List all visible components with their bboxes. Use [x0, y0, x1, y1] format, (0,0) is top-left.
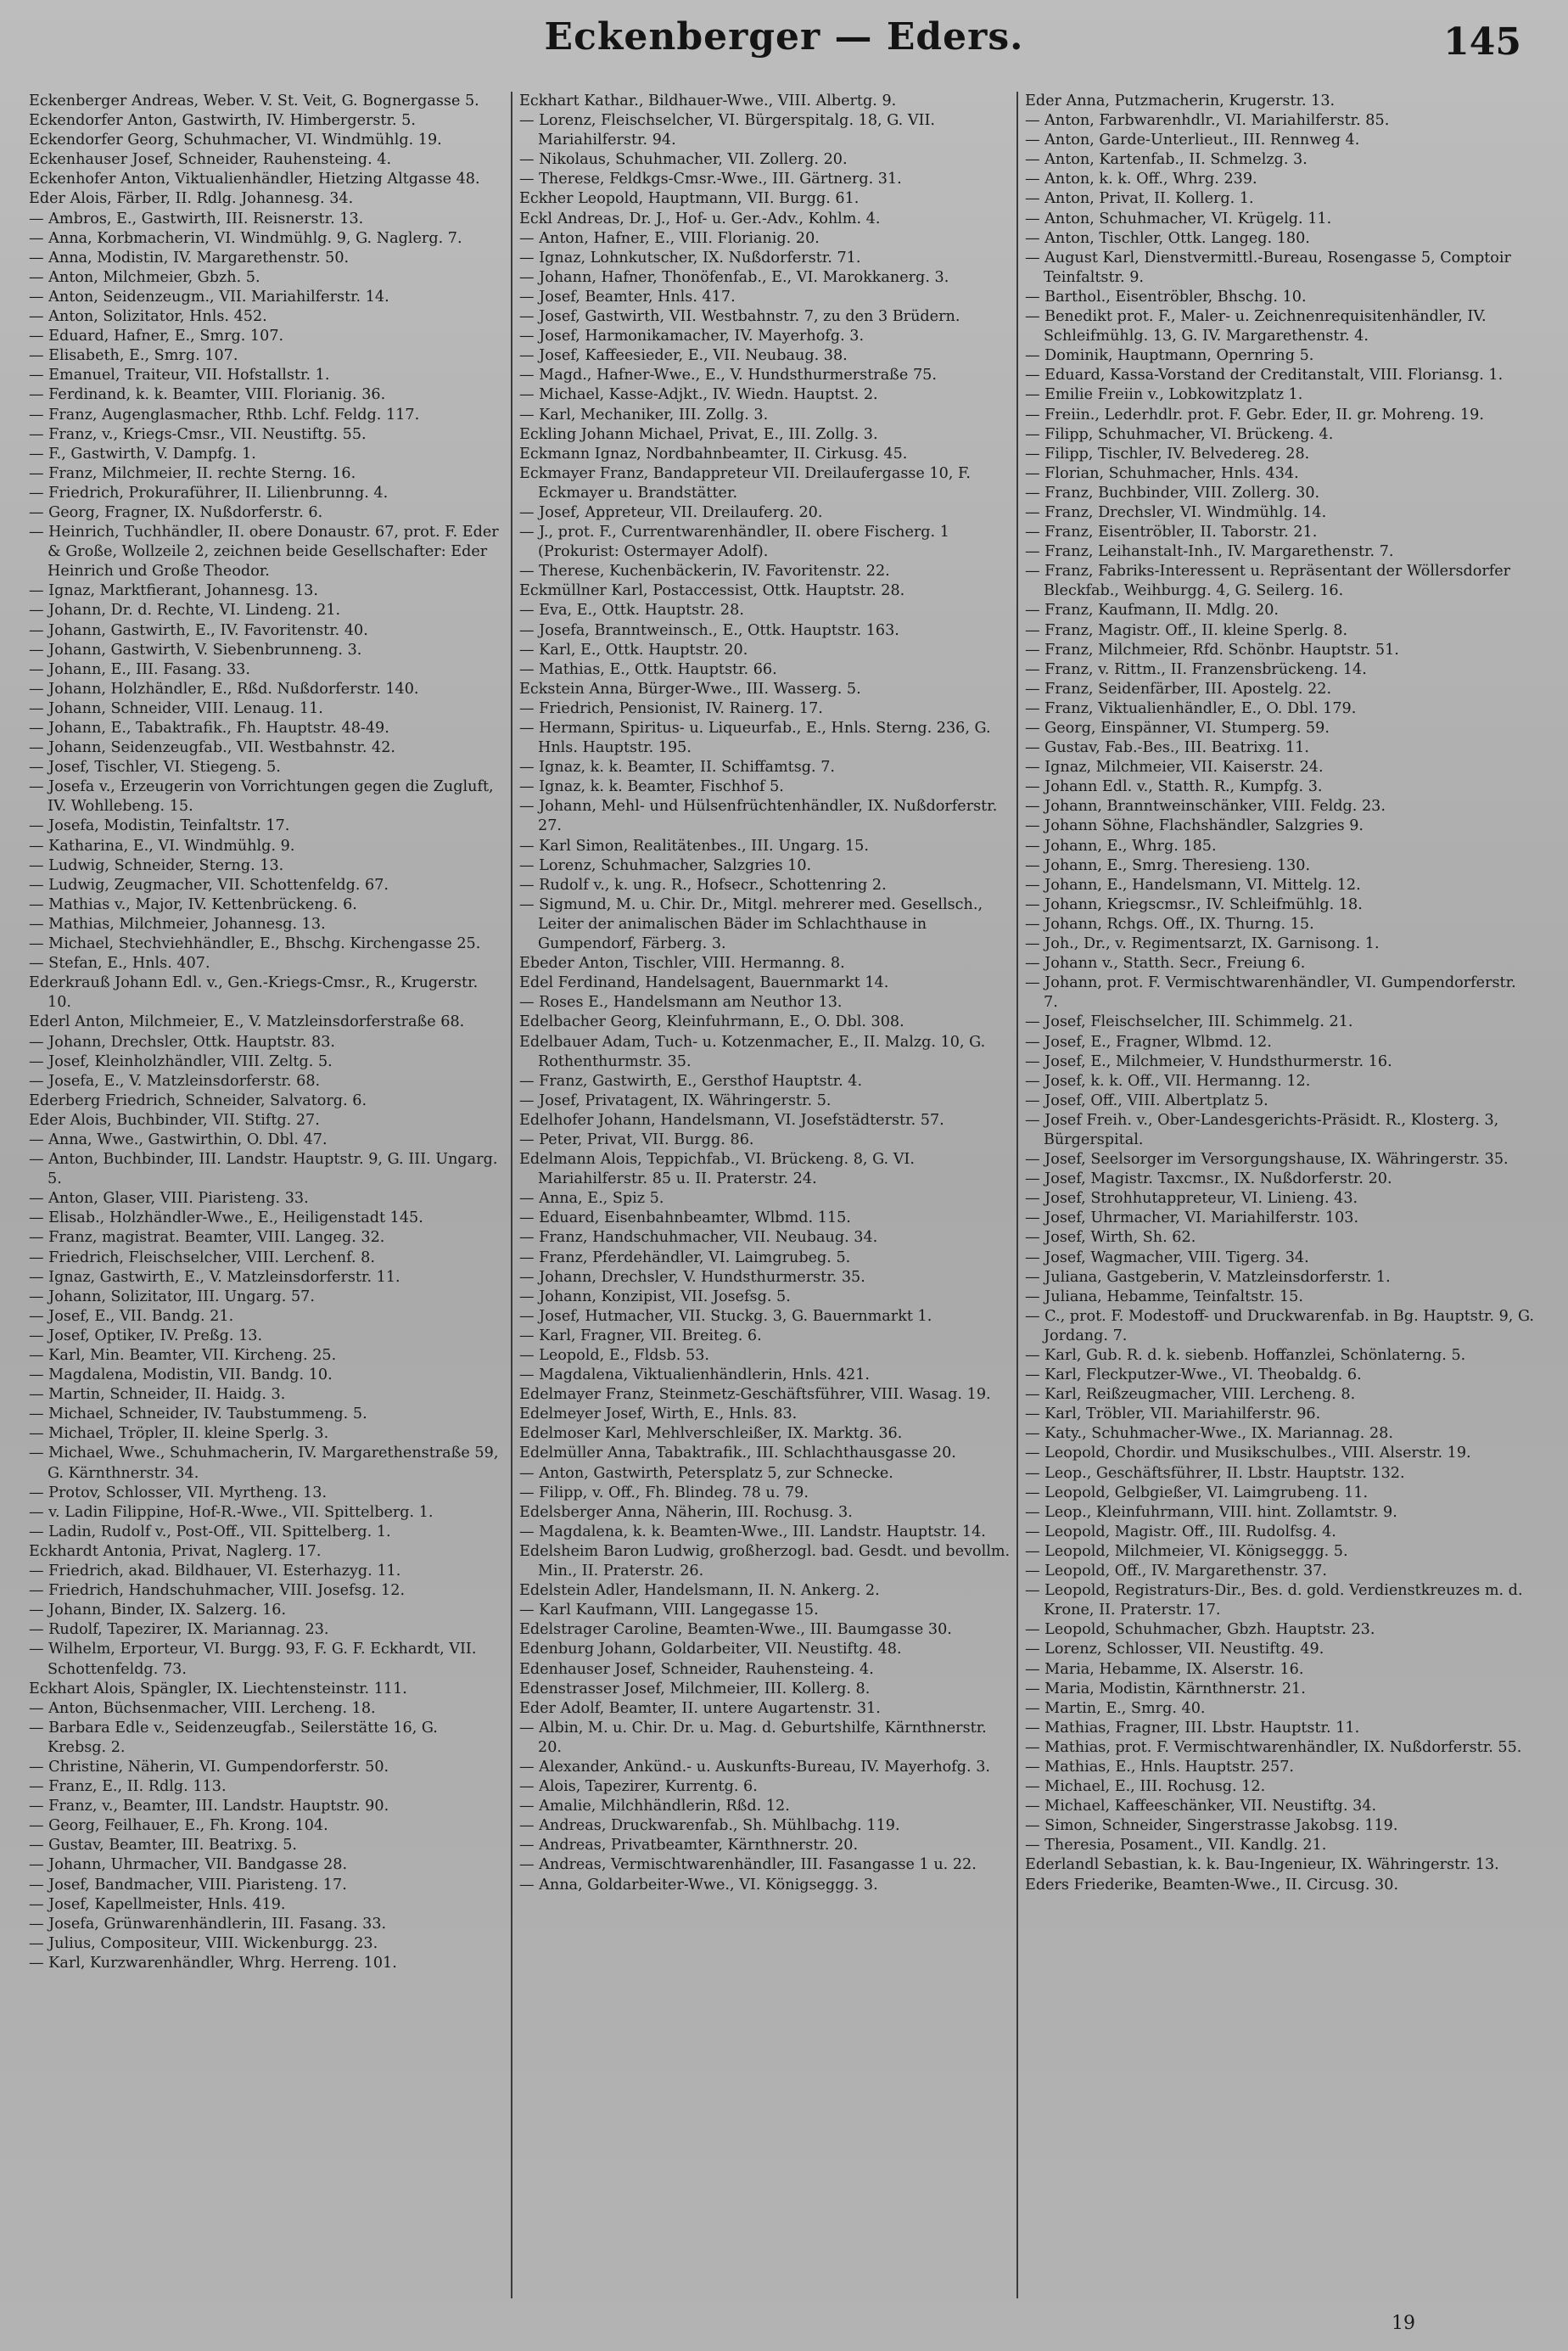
- directory-entry: — Ludwig, Schneider, Sterng. 13.: [29, 856, 284, 874]
- directory-entry: — Filipp, Tischler, IV. Belvedereg. 28.: [1025, 445, 1310, 463]
- directory-entry: — Leopold, Off., IV. Margarethenstr. 37.: [1025, 1563, 1328, 1580]
- directory-entry: — Ludwig, Zeugmacher, VII. Schottenfeldg. 67.: [29, 876, 389, 894]
- directory-entry: — Leopold, Schuhmacher, Gbzh. Hauptstr. 23.: [1025, 1621, 1375, 1639]
- directory-entry: Edelhofer Johann, Handelsmann, VI. Josefstädterstr. 57.: [519, 1111, 944, 1129]
- directory-entry: Eckenhofer Anton, Viktualienhändler, Hietzing Altgasse 48.: [29, 171, 480, 188]
- column-right: [1016, 92, 1534, 2298]
- directory-entry: — Franz, Augenglasmacher, Rthb. Lchf. Feldg. 117.: [29, 406, 420, 424]
- directory-entry: — Therese, Feldkgs-Cmsr.-Wwe., III. Gärtnerg. 31.: [519, 171, 902, 188]
- directory-entry: — Martin, E., Smrg. 40.: [1025, 1699, 1206, 1717]
- directory-entry: Eckendorfer Georg, Schuhmacher, VI. Windmühlg. 19.: [29, 132, 442, 149]
- directory-entry: — F., Gastwirth, V. Dampfg. 1.: [29, 445, 256, 463]
- directory-entry: — Josef, Uhrmacher, VI. Mariahilferstr. 103.: [1025, 1209, 1359, 1227]
- directory-entry: — Karl, Min. Beamter, VII. Kircheng. 25.: [29, 1347, 337, 1364]
- directory-entry: — Johann, Branntweinschänker, VIII. Feldg. 23.: [1025, 798, 1386, 816]
- directory-entry: — Gustav, Fab.-Bes., III. Beatrixg. 11.: [1025, 739, 1309, 757]
- directory-entry: — Johann, Konzipist, VII. Josefsg. 5.: [519, 1288, 791, 1305]
- directory-entry: — Johann v., Statth. Secr., Freiung 6.: [1025, 955, 1306, 973]
- directory-entry: — Eduard, Kassa-Vorstand der Creditanstalt, VIII. Floriansg. 1.: [1025, 367, 1504, 384]
- directory-entry: Edelmeyer Josef, Wirth, E., Hnls. 83.: [519, 1406, 798, 1423]
- directory-entry: — Friedrich, Prokuraführer, II. Lilienbrunng. 4.: [29, 484, 389, 502]
- directory-entry: — Protov, Schlosser, VII. Myrtheng. 13.: [29, 1484, 328, 1501]
- directory-entry: — Anton, Buchbinder, III. Landstr. Hauptstr. 9, G. III. Ungarg. 5.: [29, 1151, 498, 1188]
- directory-entry: Ederlandl Sebastian, k. k. Bau-Ingenieur, IX. Währingerstr. 13.: [1025, 1856, 1499, 1874]
- directory-entry: — Lorenz, Fleischselcher, VI. Bürgerspitalg. 18, G. VII. Mariahilferstr. 94.: [519, 112, 936, 149]
- directory-entry: — Albin, M. u. Chir. Dr. u. Mag. d. Geburtshilfe, Kärnthnerstr. 20.: [519, 1719, 987, 1756]
- directory-entry: — Karl, E., Ottk. Hauptstr. 20.: [519, 641, 748, 659]
- directory-entry: — Friedrich, akad. Bildhauer, VI. Esterhazyg. 11.: [29, 1563, 401, 1580]
- directory-entry: — Georg, Einspänner, VI. Stumperg. 59.: [1025, 720, 1330, 737]
- directory-entry: — Hermann, Spiritus- u. Liqueurfab., E., Hnls. Sterng. 236, G. Hnls. Hauptstr. 195.: [519, 720, 991, 757]
- directory-entry: Edelbauer Adam, Tuch- u. Kotzenmacher, E., II. Malzg. 10, G. Rothenthurmstr. 35.: [519, 1033, 986, 1070]
- directory-entry: — Magdalena, Viktualienhändlerin, Hnls. 421.: [519, 1366, 871, 1384]
- page-header: [0, 15, 1568, 75]
- directory-entry: — Florian, Schuhmacher, Hnls. 434.: [1025, 464, 1299, 482]
- directory-entry: — Josef, Bandmacher, VIII. Piaristeng. 17.: [29, 1876, 347, 1894]
- directory-entry: — Eduard, Hafner, E., Smrg. 107.: [29, 328, 284, 345]
- directory-entry: Edelbacher Georg, Kleinfuhrmann, E., O. Dbl. 308.: [519, 1013, 904, 1031]
- directory-entry: Ederberg Friedrich, Schneider, Salvatorg. 6.: [29, 1091, 367, 1109]
- directory-entry: Eckmayer Franz, Bandappreteur VII. Dreilaufergasse 10, F. Eckmayer u. Brandstätter.: [519, 464, 972, 502]
- directory-entry: — Josef, Wagmacher, VIII. Tigerg. 34.: [1025, 1248, 1309, 1266]
- directory-entry: — Josefa, Modistin, Teinfaltstr. 17.: [29, 817, 290, 835]
- directory-entry: — Therese, Kuchenbäckerin, IV. Favoritenstr. 22.: [519, 563, 890, 581]
- directory-entry: — Freiin., Lederhdlr. prot. F. Gebr. Eder, II. gr. Mohreng. 19.: [1025, 406, 1484, 424]
- directory-entry: — Filipp, v. Off., Fh. Blindeg. 78 u. 79.: [519, 1484, 809, 1501]
- directory-entry: — Johann, Uhrmacher, VII. Bandgasse 28.: [29, 1856, 348, 1874]
- directory-entry: Edenstrasser Josef, Milchmeier, III. Kollerg. 8.: [519, 1680, 871, 1697]
- directory-entry: — Ignaz, Lohnkutscher, IX. Nußdorferstr. 71.: [519, 249, 861, 267]
- directory-entry: — Josef, Tischler, VI. Stiegeng. 5.: [29, 759, 281, 777]
- directory-entry: — Johann, Gastwirth, E., IV. Favoritenstr. 40.: [29, 621, 368, 639]
- directory-entry: — Eva, E., Ottk. Hauptstr. 28.: [519, 602, 744, 620]
- column-left: [29, 92, 500, 2298]
- directory-entry: — Leopold, E., Fldsb. 53.: [519, 1347, 709, 1364]
- directory-entry: — Michael, E., III. Rochusg. 12.: [1025, 1778, 1266, 1796]
- directory-entry: — Josef, Kleinholzhändler, VIII. Zeltg. 5.: [29, 1052, 333, 1070]
- directory-entry: — Josef, k. k. Off., VII. Hermanng. 12.: [1025, 1072, 1311, 1090]
- directory-entry: — Alois, Tapezirer, Kurrentg. 6.: [519, 1778, 758, 1796]
- directory-entry: — Ambros, E., Gastwirth, III. Reisnerstr. 13.: [29, 210, 364, 227]
- directory-entry: Eders Friederike, Beamten-Wwe., II. Circusg. 30.: [1025, 1876, 1399, 1894]
- directory-entry: — August Karl, Dienstvermittl.-Bureau, Rosengasse 5, Comptoir Teinfaltstr. 9.: [1025, 249, 1511, 286]
- directory-entry: — Ladin, Rudolf v., Post-Off., VII. Spittelberg. 1.: [29, 1523, 391, 1540]
- directory-entry: — Josef, Privatagent, IX. Währingerstr. 5.: [519, 1091, 832, 1109]
- directory-entry: — Emanuel, Traiteur, VII. Hofstallstr. 1.: [29, 367, 330, 384]
- directory-entry: — Franz, Leihanstalt-Inh., IV. Margarethenstr. 7.: [1025, 543, 1394, 561]
- directory-entry: — Johann, Hafner, Thonöfenfab., E., VI. Marokkanerg. 3.: [519, 268, 949, 286]
- directory-entry: — Amalie, Milchhändlerin, Rßd. 12.: [519, 1798, 790, 1815]
- directory-entry: — Karl, Tröbler, VII. Mariahilferstr. 96.: [1025, 1406, 1321, 1423]
- directory-entry: — Juliana, Gastgeberin, V. Matzleinsdorferstr. 1.: [1025, 1268, 1391, 1286]
- directory-entry: Eder Alois, Färber, II. Rdlg. Johannesg. 34.: [29, 190, 354, 208]
- column-middle: [511, 92, 1013, 2298]
- directory-entry: — Josef, Optiker, IV. Preßg. 13.: [29, 1327, 263, 1344]
- directory-entry: — Franz, Kaufmann, II. Mdlg. 20.: [1025, 602, 1279, 620]
- directory-entry: — J., prot. F., Currentwarenhändler, II. obere Fischerg. 1 (Prokurist: Ostermayer Adolf).: [519, 524, 949, 561]
- directory-entry: — Rudolf, Tapezirer, IX. Mariannag. 23.: [29, 1621, 329, 1639]
- directory-entry: Ederl Anton, Milchmeier, E., V. Matzleinsdorferstraße 68.: [29, 1013, 465, 1031]
- directory-entry: — Leopold, Gelbgießer, VI. Laimgrubeng. 11.: [1025, 1484, 1369, 1501]
- directory-entry: Edelsheim Baron Ludwig, großherzogl. bad. Gesdt. und bevollm. Min., II. Praterstr. 26.: [519, 1542, 1011, 1580]
- directory-entry: — Franz, Milchmeier, Rfd. Schönbr. Hauptstr. 51.: [1025, 641, 1399, 659]
- directory-entry: Edelmüller Anna, Tabaktrafik., III. Schlachthausgasse 20.: [519, 1445, 956, 1462]
- directory-entry: Eckmann Ignaz, Nordbahnbeamter, II. Cirkusg. 45.: [519, 445, 908, 463]
- directory-entry: — Johann, E., III. Fasang. 33.: [29, 660, 250, 678]
- directory-entry: — Karl, Fragner, VII. Breiteg. 6.: [519, 1327, 762, 1344]
- directory-entry: — Elisabeth, E., Smrg. 107.: [29, 347, 238, 365]
- directory-entry: — Leopold, Milchmeier, VI. Königseggg. 5.: [1025, 1542, 1348, 1560]
- directory-entry: — Anton, Büchsenmacher, VIII. Lercheng. 18.: [29, 1699, 376, 1717]
- directory-entry: — Michael, Stechviehhändler, E., Bhschg. Kirchengasse 25.: [29, 935, 481, 953]
- directory-entry: — Anton, Hafner, E., VIII. Florianig. 20.: [519, 229, 820, 247]
- directory-entry: — Josef Freih. v., Ober-Landesgerichts-Präsidt. R., Klosterg. 3, Bürgerspital.: [1025, 1111, 1499, 1148]
- directory-entry: — Wilhelm, Erporteur, VI. Burgg. 93, F. G. F. Eckhardt, VII. Schottenfeldg. 73.: [29, 1641, 477, 1678]
- directory-entry: — Mathias, Milchmeier, Johannesg. 13.: [29, 915, 326, 933]
- directory-entry: — Johann, prot. F. Vermischtwarenhändler, VI. Gumpendorferstr. 7.: [1025, 974, 1516, 1012]
- directory-entry: — Franz, Gastwirth, E., Gersthof Hauptstr. 4.: [519, 1072, 863, 1090]
- directory-entry: — Johann, Holzhändler, E., Rßd. Nußdorferstr. 140.: [29, 680, 419, 698]
- directory-entry: — Katy., Schuhmacher-Wwe., IX. Mariannag. 28.: [1025, 1425, 1393, 1443]
- directory-entry: — Leopold, Registraturs-Dir., Bes. d. gold. Verdienstkreuzes m. d. Krone, II. Praterstr. 17.: [1025, 1582, 1523, 1619]
- directory-entry: — Franz, Eisentröbler, II. Taborstr. 21.: [1025, 524, 1318, 541]
- directory-entry: — Johann, Drechsler, V. Hundsthurmerstr. 35.: [519, 1268, 865, 1286]
- directory-entry: Eckenberger Andreas, Weber. V. St. Veit, G. Bognergasse 5.: [29, 93, 479, 109]
- directory-entry: — Simon, Schneider, Singerstrasse Jakobsg. 119.: [1025, 1817, 1398, 1835]
- directory-entry: Edelstrager Caroline, Beamten-Wwe., III. Baumgasse 30.: [519, 1621, 952, 1639]
- directory-entry: — Johann, Solizitator, III. Ungarg. 57.: [29, 1288, 315, 1305]
- directory-entry: — Heinrich, Tuchhändler, II. obere Donaustr. 67, prot. F. Eder & Große, Wollzeile 2, zeichnen beide Gesellschafter: Eder Heinrich und Große Theodor.: [29, 524, 499, 581]
- directory-entry: — Johann, E., Tabaktrafik., Fh. Hauptstr. 48-49.: [29, 720, 389, 737]
- directory-entry: — Christine, Näherin, VI. Gumpendorferstr. 50.: [29, 1758, 389, 1776]
- directory-entry: — Anton, Kartenfab., II. Schmelzg. 3.: [1025, 151, 1308, 169]
- directory-entry: — Barthol., Eisentröbler, Bhschg. 10.: [1025, 288, 1307, 306]
- directory-entry: — C., prot. F. Modestoff- und Druckwarenfab. in Bg. Hauptstr. 9, G. Jordang. 7.: [1025, 1307, 1534, 1344]
- directory-entry: — Anton, Seidenzeugm., VII. Mariahilferstr. 14.: [29, 288, 389, 306]
- directory-entry: — Anton, k. k. Off., Whrg. 239.: [1025, 171, 1257, 188]
- directory-entry: — Franz, Seidenfärber, III. Apostelg. 22.: [1025, 680, 1332, 698]
- directory-entry: — Elisab., Holzhändler-Wwe., E., Heiligenstadt 145.: [29, 1209, 423, 1227]
- directory-entry: Edenburg Johann, Goldarbeiter, VII. Neustiftg. 48.: [519, 1641, 902, 1658]
- directory-entry: — Karl, Gub. R. d. k. siebenb. Hoffanzlei, Schönlaterng. 5.: [1025, 1347, 1466, 1364]
- directory-entry: — Mathias, Fragner, III. Lbstr. Hauptstr. 11.: [1025, 1719, 1360, 1737]
- directory-entry: — Magd., Hafner-Wwe., E., V. Hundsthurmerstraße 75.: [519, 367, 937, 384]
- directory-entry: — Josef, Beamter, Hnls. 417.: [519, 288, 736, 306]
- directory-entry: — Josef, Harmonikamacher, IV. Mayerhofg. 3.: [519, 328, 865, 345]
- directory-entry: — Anton, Tischler, Ottk. Langeg. 180.: [1025, 229, 1310, 247]
- directory-entry: Eckstein Anna, Bürger-Wwe., III. Wasserg. 5.: [519, 680, 861, 698]
- directory-entry: Edelmann Alois, Teppichfab., VI. Brückeng. 8, G. VI. Mariahilferstr. 85 u. II. Praterstr. 24.: [519, 1151, 915, 1188]
- directory-entry: — Josefa v., Erzeugerin von Vorrichtungen gegen die Zugluft, IV. Wohllebeng. 15.: [29, 778, 494, 816]
- directory-entry: Eckendorfer Anton, Gastwirth, IV. Himbergerstr. 5.: [29, 112, 416, 130]
- directory-entry: Edelmayer Franz, Steinmetz-Geschäftsführer, VIII. Wasag. 19.: [519, 1386, 991, 1404]
- folio-number: 19: [1392, 2313, 1415, 2334]
- directory-entry: Edelstein Adler, Handelsmann, II. N. Ankerg. 2.: [519, 1582, 880, 1600]
- directory-entry: — Ferdinand, k. k. Beamter, VIII. Florianig. 36.: [29, 386, 386, 404]
- directory-entry: — Josef, Hutmacher, VII. Stuckg. 3, G. Bauernmarkt 1.: [519, 1307, 932, 1325]
- directory-entry: Eckmüllner Karl, Postaccessist, Ottk. Hauptstr. 28.: [519, 582, 905, 600]
- directory-entry: — Johann, Rchgs. Off., IX. Thurng. 15.: [1025, 915, 1314, 933]
- directory-entry: — Katharina, E., VI. Windmühlg. 9.: [29, 837, 295, 855]
- directory-entry: — Andreas, Druckwarenfab., Sh. Mühlbachg. 119.: [519, 1817, 900, 1835]
- directory-entry: — Josefa, Grünwarenhändlerin, III. Fasang. 33.: [29, 1915, 387, 1933]
- directory-entry: — Anton, Gastwirth, Petersplatz 5, zur Schnecke.: [519, 1464, 893, 1482]
- directory-entry: — Benedikt prot. F., Maler- u. Zeichnenrequisitenhändler, IV. Schleifmühlg. 13, G. IV. Margarethenstr. 4.: [1025, 308, 1487, 345]
- directory-entry: — Karl, Reißzeugmacher, VIII. Lercheng. 8.: [1025, 1386, 1356, 1404]
- directory-entry: Eckl Andreas, Dr. J., Hof- u. Ger.-Adv., Kohlm. 4.: [519, 210, 881, 227]
- directory-entry: Ebeder Anton, Tischler, VIII. Hermanng. 8.: [519, 955, 845, 973]
- directory-entry: — Martin, Schneider, II. Haidg. 3.: [29, 1386, 286, 1404]
- directory-entry: — Karl Kaufmann, VIII. Langegasse 15.: [519, 1602, 819, 1619]
- directory-entry: — Franz, Handschuhmacher, VII. Neubaug. 34.: [519, 1229, 878, 1247]
- directory-entry: — Michael, Kaffeeschänker, VII. Neustiftg. 34.: [1025, 1798, 1377, 1815]
- directory-entry: — Josefa, Branntweinsch., E., Ottk. Hauptstr. 163.: [519, 621, 899, 639]
- directory-entry: — v. Ladin Filippine, Hof-R.-Wwe., VII. Spittelberg. 1.: [29, 1503, 434, 1521]
- directory-entry: — Peter, Privat, VII. Burgg. 86.: [519, 1131, 754, 1148]
- directory-entry: — Filipp, Schuhmacher, VI. Brückeng. 4.: [1025, 425, 1334, 443]
- directory-entry: — Lorenz, Schuhmacher, Salzgries 10.: [519, 856, 812, 874]
- directory-entry: — Johann, E., Smrg. Theresieng. 130.: [1025, 856, 1311, 874]
- directory-entry: — Friedrich, Handschuhmacher, VIII. Josefsg. 12.: [29, 1582, 406, 1600]
- directory-entry: — Johann, Seidenzeugfab., VII. Westbahnstr. 42.: [29, 739, 396, 757]
- directory-entry: — Josef, Off., VIII. Albertplatz 5.: [1025, 1091, 1268, 1109]
- directory-entry: Edelmoser Karl, Mehlverschleißer, IX. Marktg. 36.: [519, 1425, 903, 1443]
- directory-entry: — Josef, Kaffeesieder, E., VII. Neubaug. 38.: [519, 347, 848, 365]
- directory-entry: — Anton, Garde-Unterlieut., III. Rennweg 4.: [1025, 132, 1360, 149]
- directory-entry: — Roses E., Handelsmann am Neuthor 13.: [519, 994, 843, 1012]
- directory-entry: — Anton, Privat, II. Kollerg. 1.: [1025, 190, 1254, 208]
- directory-entry: — Karl, Mechaniker, III. Zollg. 3.: [519, 406, 769, 424]
- directory-entry: — Johann, E., Whrg. 185.: [1025, 837, 1217, 855]
- directory-entry: Ederkrauß Johann Edl. v., Gen.-Kriegs-Cmsr., R., Krugerstr. 10.: [29, 974, 479, 1012]
- directory-entry: — Franz, Pferdehändler, VI. Laimgrubeg. 5.: [519, 1248, 851, 1266]
- directory-entry: — Josef, Appreteur, VII. Dreilauferg. 20.: [519, 503, 823, 521]
- directory-entry: — Josef, Gastwirth, VII. Westbahnstr. 7, zu den 3 Brüdern.: [519, 308, 960, 326]
- directory-entry: — Mathias v., Major, IV. Kettenbrückeng. 6.: [29, 895, 357, 913]
- directory-entry: — Josef, Magistr. Taxcmsr., IX. Nußdorferstr. 20.: [1025, 1170, 1392, 1188]
- directory-entry: — Karl, Kurzwarenhändler, Whrg. Herreng. 101.: [29, 1954, 397, 1972]
- directory-entry: — Franz, Viktualienhändler, E., O. Dbl. 179.: [1025, 699, 1357, 717]
- page-title: Eckenberger — Eders.: [544, 15, 1024, 59]
- directory-entry: Eckling Johann Michael, Privat, E., III. Zollg. 3.: [519, 425, 878, 443]
- directory-entry: — Anton, Farbwarenhdlr., VI. Mariahilferstr. 85.: [1025, 112, 1390, 130]
- directory-entry: — Ignaz, Milchmeier, VII. Kaiserstr. 24.: [1025, 759, 1324, 777]
- directory-entry: — Josef, E., Milchmeier, V. Hundsthurmerstr. 16.: [1025, 1052, 1392, 1070]
- directory-entry: — Johann, Dr. d. Rechte, VI. Lindeng. 21.: [29, 602, 341, 620]
- directory-entry: — Franz, Fabriks-Interessent u. Repräsentant der Wöllersdorfer Bleckfab., Weihburgg. 4, G. Seilerg. 16.: [1025, 563, 1511, 600]
- directory-entry: — Anna, E., Spiz 5.: [519, 1190, 664, 1208]
- directory-entry: — Julius, Compositeur, VIII. Wickenburgg. 23.: [29, 1934, 378, 1952]
- directory-entry: — Alexander, Ankünd.- u. Auskunfts-Bureau, IV. Mayerhofg. 3.: [519, 1758, 991, 1776]
- directory-entry: — Stefan, E., Hnls. 407.: [29, 955, 210, 973]
- directory-entry: — Anton, Schuhmacher, VI. Krügelg. 11.: [1025, 210, 1332, 227]
- directory-entry: — Franz, Buchbinder, VIII. Zollerg. 30.: [1025, 484, 1320, 502]
- directory-entry: — Anton, Glaser, VIII. Piaristeng. 33.: [29, 1190, 309, 1208]
- directory-entry: — Josef, Kapellmeister, Hnls. 419.: [29, 1895, 286, 1913]
- directory-entry: — Josef, E., Fragner, Wlbmd. 12.: [1025, 1033, 1272, 1051]
- directory-entry: — Dominik, Hauptmann, Opernring 5.: [1025, 347, 1314, 365]
- directory-entry: — Sigmund, M. u. Chir. Dr., Mitgl. mehrerer med. Gesellsch., Leiter der animalischen Bäder im Schlachthause in Gumpendorf, Färberg. 3.: [519, 895, 983, 953]
- directory-entry: — Franz, Milchmeier, II. rechte Sterng. 16.: [29, 464, 356, 482]
- directory-entry: — Johann Edl. v., Statth. R., Kumpfg. 3.: [1025, 778, 1323, 796]
- directory-entry: — Mathias, prot. F. Vermischtwarenhändler, IX. Nußdorferstr. 55.: [1025, 1738, 1522, 1756]
- directory-entry: — Rudolf v., k. ung. R., Hofsecr., Schottenring 2.: [519, 876, 887, 894]
- directory-entry: Eder Alois, Buchbinder, VII. Stiftg. 27.: [29, 1111, 320, 1129]
- directory-entry: — Johann Söhne, Flachshändler, Salzgries 9.: [1025, 817, 1364, 835]
- directory-entry: — Friedrich, Fleischselcher, VIII. Lerchenf. 8.: [29, 1248, 375, 1266]
- directory-entry: Eder Adolf, Beamter, II. untere Augartenstr. 31.: [519, 1699, 881, 1717]
- directory-entry: — Ignaz, k. k. Beamter, Fischhof 5.: [519, 778, 784, 796]
- directory-entry: — Michael, Schneider, IV. Taubstummeng. 5.: [29, 1406, 367, 1423]
- directory-entry: — Josef, Seelsorger im Versorgungshause, IX. Währingerstr. 35.: [1025, 1151, 1509, 1169]
- directory-entry: Eckher Leopold, Hauptmann, VII. Burgg. 61.: [519, 190, 860, 208]
- directory-entry: Edenhauser Josef, Schneider, Rauhensteing. 4.: [519, 1660, 874, 1678]
- directory-entry: — Anna, Modistin, IV. Margarethenstr. 50.: [29, 249, 350, 267]
- directory-entry: — Georg, Fragner, IX. Nußdorferstr. 6.: [29, 503, 323, 521]
- directory-entry: — Franz, Magistr. Off., II. kleine Sperlg. 8.: [1025, 621, 1348, 639]
- directory-entry: — Michael, Kasse-Adjkt., IV. Wiedn. Hauptst. 2.: [519, 386, 878, 404]
- directory-entry: Edelsberger Anna, Näherin, III. Rochusg. 3.: [519, 1503, 853, 1521]
- directory-entry: — Juliana, Hebamme, Teinfaltstr. 15.: [1025, 1288, 1303, 1305]
- directory-entry: — Andreas, Privatbeamter, Kärnthnerstr. 20.: [519, 1837, 859, 1854]
- directory-entry: — Johann, Binder, IX. Salzerg. 16.: [29, 1602, 287, 1619]
- directory-entry: — Franz, Drechsler, VI. Windmühlg. 14.: [1025, 503, 1327, 521]
- directory-entry: — Anna, Goldarbeiter-Wwe., VI. Königseggg. 3.: [519, 1876, 878, 1894]
- directory-entry: — Lorenz, Schlosser, VII. Neustiftg. 49.: [1025, 1641, 1324, 1658]
- directory-entry: — Josef, Fleischselcher, III. Schimmelg. 21.: [1025, 1013, 1353, 1031]
- directory-entry: — Johann, E., Handelsmann, VI. Mittelg. 12.: [1025, 876, 1361, 894]
- directory-entry: — Franz, v., Kriegs-Cmsr., VII. Neustiftg. 55.: [29, 425, 367, 443]
- directory-entry: Eckenhauser Josef, Schneider, Rauhensteing. 4.: [29, 151, 392, 169]
- directory-entry: — Leopold, Chordir. und Musikschulbes., VIII. Alserstr. 19.: [1025, 1445, 1471, 1462]
- directory-entry: — Gustav, Beamter, III. Beatrixg. 5.: [29, 1837, 297, 1854]
- directory-entry: — Johann, Mehl- und Hülsenfrüchtenhändler, IX. Nußdorferstr. 27.: [519, 798, 998, 835]
- directory-entry: — Emilie Freiin v., Lobkowitzplatz 1.: [1025, 386, 1303, 404]
- directory-entry: — Magdalena, Modistin, VII. Bandg. 10.: [29, 1366, 333, 1384]
- directory-entry: — Anna, Korbmacherin, VI. Windmühlg. 9, G. Naglerg. 7.: [29, 229, 462, 247]
- directory-entry: — Josef, Strohhutappreteur, VI. Linieng. 43.: [1025, 1190, 1358, 1208]
- directory-entry: — Anton, Milchmeier, Gbzh. 5.: [29, 268, 260, 286]
- directory-entry: — Anna, Wwe., Gastwirthin, O. Dbl. 47.: [29, 1131, 328, 1148]
- directory-entry: — Michael, Wwe., Schuhmacherin, IV. Margarethenstraße 59, G. Kärnthnerstr. 34.: [29, 1445, 499, 1482]
- directory-entry: Edel Ferdinand, Handelsagent, Bauernmarkt 14.: [519, 974, 889, 992]
- directory-entry: — Ignaz, Gastwirth, E., V. Matzleinsdorferstr. 11.: [29, 1268, 400, 1286]
- directory-entry: — Leop., Geschäftsführer, II. Lbstr. Hauptstr. 132.: [1025, 1464, 1405, 1482]
- directory-entry: — Johann, Gastwirth, V. Siebenbrunneng. 3.: [29, 641, 362, 659]
- directory-entry: — Andreas, Vermischtwarenhändler, III. Fasangasse 1 u. 22.: [519, 1856, 977, 1874]
- directory-entry: — Josef, Wirth, Sh. 62.: [1025, 1229, 1196, 1247]
- directory-entry: — Anton, Solizitator, Hnls. 452.: [29, 308, 267, 326]
- directory-entry: — Joh., Dr., v. Regimentsarzt, IX. Garnisong. 1.: [1025, 935, 1380, 953]
- directory-entry: — Maria, Modistin, Kärnthnerstr. 21.: [1025, 1680, 1306, 1697]
- directory-entry: — Leopold, Magistr. Off., III. Rudolfsg. 4.: [1025, 1523, 1336, 1540]
- directory-entry: — Michael, Tröpler, II. kleine Sperlg. 3.: [29, 1425, 329, 1443]
- directory-entry: — Ignaz, k. k. Beamter, II. Schiffamtsg. 7.: [519, 759, 835, 777]
- directory-entry: — Eduard, Eisenbahnbeamter, Wlbmd. 115.: [519, 1209, 851, 1227]
- directory-entry: Eckhart Kathar., Bildhauer-Wwe., VIII. Albertg. 9.: [519, 93, 897, 109]
- directory-entry: — Ignaz, Marktfierant, Johannesg. 13.: [29, 582, 318, 600]
- directory-entry: — Johann, Kriegscmsr., IV. Schleifmühlg. 18.: [1025, 895, 1363, 913]
- directory-entry: — Mathias, E., Hnls. Hauptstr. 257.: [1025, 1758, 1294, 1776]
- directory-entry: — Franz, v. Rittm., II. Franzensbrückeng. 14.: [1025, 660, 1367, 678]
- directory-entry: Eckhardt Antonia, Privat, Naglerg. 17.: [29, 1542, 322, 1560]
- directory-entry: — Karl Simon, Realitätenbes., III. Ungarg. 15.: [519, 837, 869, 855]
- directory-entry: — Mathias, E., Ottk. Hauptstr. 66.: [519, 660, 777, 678]
- page-number: 145: [1443, 20, 1521, 64]
- directory-entry: — Karl, Fleckputzer-Wwe., VI. Theobaldg. 6.: [1025, 1366, 1362, 1384]
- directory-entry: Eder Anna, Putzmacherin, Krugerstr. 13.: [1025, 93, 1336, 109]
- directory-entry: — Barbara Edle v., Seidenzeugfab., Seilerstätte 16, G. Krebsg. 2.: [29, 1719, 438, 1756]
- directory-entry: — Nikolaus, Schuhmacher, VII. Zollerg. 20.: [519, 151, 848, 169]
- directory-entry: — Franz, E., II. Rdlg. 113.: [29, 1778, 227, 1796]
- directory-entry: — Maria, Hebamme, IX. Alserstr. 16.: [1025, 1660, 1304, 1678]
- directory-entry: — Friedrich, Pensionist, IV. Rainerg. 17.: [519, 699, 823, 717]
- directory-entry: — Magdalena, k. k. Beamten-Wwe., III. Landstr. Hauptstr. 14.: [519, 1523, 986, 1540]
- directory-entry: — Johann, Drechsler, Ottk. Hauptstr. 83.: [29, 1033, 335, 1051]
- directory-entry: — Josefa, E., V. Matzleinsdorferstr. 68.: [29, 1072, 321, 1090]
- directory-entry: — Leop., Kleinfuhrmann, VIII. hint. Zollamtstr. 9.: [1025, 1503, 1397, 1521]
- directory-entry: — Johann, Schneider, VIII. Lenaug. 11.: [29, 699, 323, 717]
- directory-entry: — Josef, E., VII. Bandg. 21.: [29, 1307, 234, 1325]
- directory-entry: Eckhart Alois, Spängler, IX. Liechtensteinstr. 111.: [29, 1680, 407, 1697]
- directory-entry: — Franz, magistrat. Beamter, VIII. Langeg. 32.: [29, 1229, 385, 1247]
- directory-entry: — Georg, Feilhauer, E., Fh. Krong. 104.: [29, 1817, 328, 1835]
- directory-entry: — Theresia, Posament., VII. Kandlg. 21.: [1025, 1837, 1327, 1854]
- directory-entry: — Franz, v., Beamter, III. Landstr. Hauptstr. 90.: [29, 1798, 389, 1815]
